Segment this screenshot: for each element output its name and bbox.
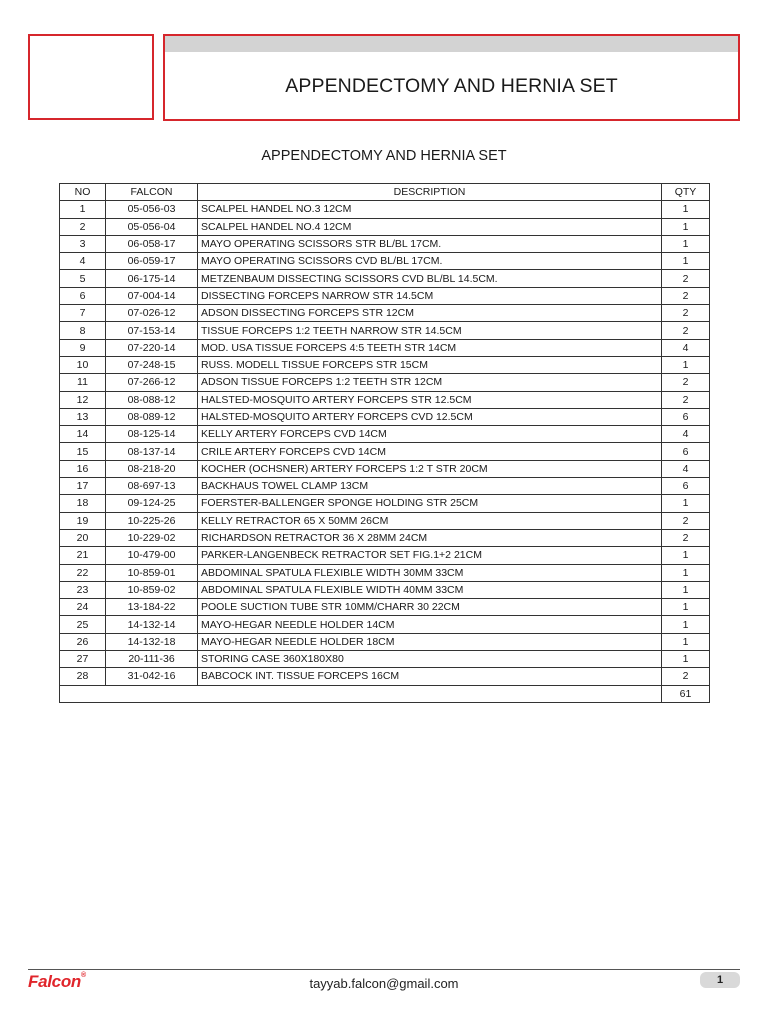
cell-no: 23 [60, 581, 106, 598]
cell-falcon-code: 08-697-13 [106, 478, 198, 495]
cell-qty: 1 [662, 235, 710, 252]
column-header-description: DESCRIPTION [198, 184, 662, 201]
cell-no: 24 [60, 599, 106, 616]
cell-qty: 6 [662, 478, 710, 495]
cell-description: MAYO OPERATING SCISSORS CVD BL/BL 17CM. [198, 253, 662, 270]
cell-falcon-code: 06-058-17 [106, 235, 198, 252]
cell-no: 16 [60, 460, 106, 477]
cell-description: ADSON TISSUE FORCEPS 1:2 TEETH STR 12CM [198, 374, 662, 391]
cell-qty: 1 [662, 651, 710, 668]
cell-qty: 2 [662, 270, 710, 287]
cell-falcon-code: 10-479-00 [106, 547, 198, 564]
cell-qty: 2 [662, 529, 710, 546]
cell-falcon-code: 07-248-15 [106, 356, 198, 373]
cell-no: 6 [60, 287, 106, 304]
table-total-row [60, 685, 710, 702]
table-row [60, 495, 710, 512]
falcon-logo-text: Falcon [28, 972, 81, 991]
cell-qty: 2 [662, 668, 710, 685]
cell-falcon-code: 08-089-12 [106, 408, 198, 425]
cell-falcon-code: 07-004-14 [106, 287, 198, 304]
cell-no: 3 [60, 235, 106, 252]
cell-falcon-code: 31-042-16 [106, 668, 198, 685]
cell-qty: 2 [662, 322, 710, 339]
table-row [60, 651, 710, 668]
table-row [60, 460, 710, 477]
table-row [60, 339, 710, 356]
cell-falcon-code: 20-111-36 [106, 651, 198, 668]
total-qty: 61 [662, 685, 710, 702]
cell-no: 9 [60, 339, 106, 356]
cell-qty: 1 [662, 547, 710, 564]
table-row [60, 529, 710, 546]
cell-qty: 6 [662, 408, 710, 425]
table-body [60, 201, 710, 703]
table-row [60, 305, 710, 322]
cell-no: 28 [60, 668, 106, 685]
cell-description: HALSTED-MOSQUITO ARTERY FORCEPS STR 12.5CM [198, 391, 662, 408]
cell-no: 14 [60, 426, 106, 443]
cell-description: STORING CASE 360X180X80 [198, 651, 662, 668]
cell-qty: 1 [662, 201, 710, 218]
cell-qty: 2 [662, 287, 710, 304]
cell-no: 15 [60, 443, 106, 460]
cell-no: 20 [60, 529, 106, 546]
table-row [60, 581, 710, 598]
cell-no: 19 [60, 512, 106, 529]
header-frame [163, 34, 740, 121]
cell-qty: 2 [662, 391, 710, 408]
table-row [60, 270, 710, 287]
header-title: APPENDECTOMY AND HERNIA SET [285, 75, 618, 97]
cell-description: MAYO-HEGAR NEEDLE HOLDER 18CM [198, 633, 662, 650]
column-header-falcon: FALCON [106, 184, 198, 201]
cell-no: 1 [60, 201, 106, 218]
cell-description: HALSTED-MOSQUITO ARTERY FORCEPS CVD 12.5CM [198, 408, 662, 425]
cell-falcon-code: 05-056-03 [106, 201, 198, 218]
cell-description: TISSUE FORCEPS 1:2 TEETH NARROW STR 14.5CM [198, 322, 662, 339]
cell-no: 5 [60, 270, 106, 287]
table-row [60, 287, 710, 304]
cell-description: PARKER-LANGENBECK RETRACTOR SET FIG.1+2 21CM [198, 547, 662, 564]
table-row [60, 201, 710, 218]
cell-description: RUSS. MODELL TISSUE FORCEPS STR 15CM [198, 356, 662, 373]
table-row [60, 235, 710, 252]
table-row [60, 218, 710, 235]
cell-description: BACKHAUS TOWEL CLAMP 13CM [198, 478, 662, 495]
cell-falcon-code: 10-859-01 [106, 564, 198, 581]
cell-no: 12 [60, 391, 106, 408]
cell-falcon-code: 14-132-18 [106, 633, 198, 650]
cell-no: 11 [60, 374, 106, 391]
cell-falcon-code: 07-266-12 [106, 374, 198, 391]
table-row [60, 668, 710, 685]
table-row [60, 374, 710, 391]
cell-description: DISSECTING FORCEPS NARROW STR 14.5CM [198, 287, 662, 304]
cell-falcon-code: 13-184-22 [106, 599, 198, 616]
table-row [60, 408, 710, 425]
cell-description: RICHARDSON RETRACTOR 36 X 28MM 24CM [198, 529, 662, 546]
cell-qty: 1 [662, 356, 710, 373]
table-row [60, 599, 710, 616]
cell-qty: 2 [662, 512, 710, 529]
cell-qty: 4 [662, 460, 710, 477]
cell-description: SCALPEL HANDEL NO.3 12CM [198, 201, 662, 218]
cell-description: ABDOMINAL SPATULA FLEXIBLE WIDTH 30MM 33CM [198, 564, 662, 581]
cell-no: 26 [60, 633, 106, 650]
table-row [60, 443, 710, 460]
registered-mark: ® [81, 972, 86, 979]
cell-falcon-code: 10-229-02 [106, 529, 198, 546]
cell-qty: 1 [662, 253, 710, 270]
cell-no: 17 [60, 478, 106, 495]
cell-no: 13 [60, 408, 106, 425]
cell-qty: 1 [662, 564, 710, 581]
cell-description: KELLY RETRACTOR 65 X 50MM 26CM [198, 512, 662, 529]
logo-frame [28, 34, 154, 120]
table-row [60, 547, 710, 564]
cell-qty: 1 [662, 633, 710, 650]
cell-qty: 1 [662, 616, 710, 633]
cell-description: BABCOCK INT. TISSUE FORCEPS 16CM [198, 668, 662, 685]
cell-no: 4 [60, 253, 106, 270]
cell-qty: 2 [662, 374, 710, 391]
cell-falcon-code: 14-132-14 [106, 616, 198, 633]
cell-falcon-code: 08-088-12 [106, 391, 198, 408]
cell-falcon-code: 07-026-12 [106, 305, 198, 322]
table-row [60, 633, 710, 650]
cell-no: 22 [60, 564, 106, 581]
cell-no: 7 [60, 305, 106, 322]
cell-description: ADSON DISSECTING FORCEPS STR 12CM [198, 305, 662, 322]
cell-description: MAYO-HEGAR NEEDLE HOLDER 14CM [198, 616, 662, 633]
table-row [60, 512, 710, 529]
cell-description: CRILE ARTERY FORCEPS CVD 14CM [198, 443, 662, 460]
table-header-row [60, 184, 710, 201]
cell-description: ABDOMINAL SPATULA FLEXIBLE WIDTH 40MM 33CM [198, 581, 662, 598]
cell-falcon-code: 06-059-17 [106, 253, 198, 270]
cell-no: 2 [60, 218, 106, 235]
cell-qty: 6 [662, 443, 710, 460]
cell-qty: 1 [662, 495, 710, 512]
cell-falcon-code: 07-220-14 [106, 339, 198, 356]
table-row [60, 478, 710, 495]
table-row [60, 564, 710, 581]
cell-description: MOD. USA TISSUE FORCEPS 4:5 TEETH STR 14CM [198, 339, 662, 356]
cell-falcon-code: 09-124-25 [106, 495, 198, 512]
table-row [60, 253, 710, 270]
cell-description: POOLE SUCTION TUBE STR 10MM/CHARR 30 22CM [198, 599, 662, 616]
cell-qty: 4 [662, 339, 710, 356]
column-header-no: NO [60, 184, 106, 201]
total-label-cell [60, 685, 662, 702]
cell-no: 18 [60, 495, 106, 512]
table-row [60, 616, 710, 633]
cell-falcon-code: 06-175-14 [106, 270, 198, 287]
cell-description: KELLY ARTERY FORCEPS CVD 14CM [198, 426, 662, 443]
column-header-qty: QTY [662, 184, 710, 201]
cell-falcon-code: 08-125-14 [106, 426, 198, 443]
page-number: 1 [700, 972, 740, 988]
cell-qty: 1 [662, 599, 710, 616]
cell-falcon-code: 05-056-04 [106, 218, 198, 235]
cell-no: 8 [60, 322, 106, 339]
footer-divider [28, 969, 740, 970]
instrument-table [59, 183, 710, 703]
cell-qty: 2 [662, 305, 710, 322]
cell-falcon-code: 08-137-14 [106, 443, 198, 460]
cell-description: METZENBAUM DISSECTING SCISSORS CVD BL/BL 14.5CM. [198, 270, 662, 287]
cell-no: 27 [60, 651, 106, 668]
cell-description: KOCHER (OCHSNER) ARTERY FORCEPS 1:2 T STR 20CM [198, 460, 662, 477]
cell-description: SCALPEL HANDEL NO.4 12CM [198, 218, 662, 235]
cell-description: FOERSTER-BALLENGER SPONGE HOLDING STR 25CM [198, 495, 662, 512]
table-row [60, 322, 710, 339]
header-band [165, 36, 738, 52]
cell-qty: 1 [662, 218, 710, 235]
cell-falcon-code: 07-153-14 [106, 322, 198, 339]
cell-description: MAYO OPERATING SCISSORS STR BL/BL 17CM. [198, 235, 662, 252]
document-title: APPENDECTOMY AND HERNIA SET [261, 148, 507, 164]
cell-falcon-code: 08-218-20 [106, 460, 198, 477]
cell-no: 21 [60, 547, 106, 564]
table-row [60, 391, 710, 408]
cell-qty: 4 [662, 426, 710, 443]
cell-no: 25 [60, 616, 106, 633]
cell-falcon-code: 10-859-02 [106, 581, 198, 598]
cell-qty: 1 [662, 581, 710, 598]
footer-email: tayyab.falcon@gmail.com [309, 976, 459, 991]
table-row [60, 356, 710, 373]
table-row [60, 426, 710, 443]
cell-falcon-code: 10-225-26 [106, 512, 198, 529]
cell-no: 10 [60, 356, 106, 373]
